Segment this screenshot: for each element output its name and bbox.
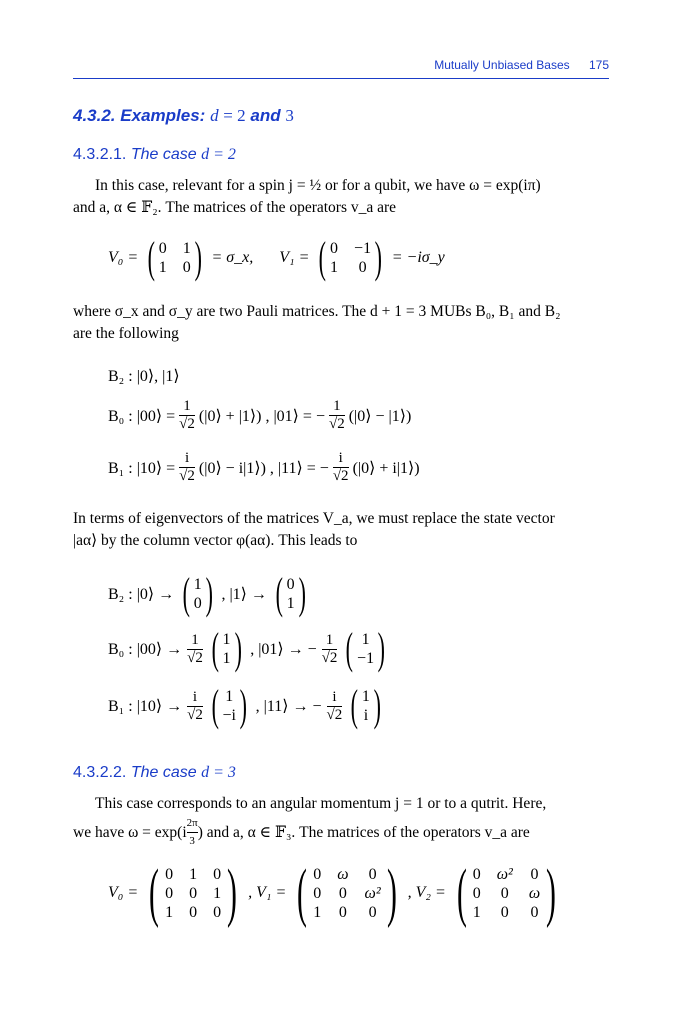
matrix-3x3: ( 0 ω² 0 0 0 ω 1 0 0 ) bbox=[456, 856, 557, 929]
vec-mid: , |1⟩ → bbox=[221, 586, 267, 603]
vector-entry: 0 bbox=[193, 595, 202, 612]
fraction-den: √2 bbox=[187, 649, 203, 666]
mub-b2: B₂ : |0⟩, |1⟩ bbox=[108, 368, 180, 385]
equation-v0-v1 bbox=[108, 233, 445, 282]
vec-lhs: B₂ : |0⟩ → bbox=[108, 586, 175, 603]
paragraph-line: and a, α ∈ 𝔽₂. The matrices of the operators v_a are bbox=[73, 199, 397, 216]
fraction-num: i bbox=[338, 450, 343, 466]
matrix-entry: 1 bbox=[330, 259, 339, 276]
vector-entry: −1 bbox=[357, 650, 375, 667]
fraction-den: √2 bbox=[179, 468, 195, 484]
subsection-case-label: The case bbox=[130, 146, 197, 163]
fraction-num: 1 bbox=[325, 631, 334, 648]
eq-lhs: V₀ = bbox=[108, 249, 139, 266]
matrix-entry: 0 bbox=[165, 865, 174, 883]
matrix-entry: 1 bbox=[158, 259, 167, 276]
paragraph-line: where σ_x and σ_y are two Pauli matrices. The d + 1 = 3 MUBs B₀, B₁ and B₂ bbox=[73, 303, 561, 320]
section-d: d bbox=[210, 106, 219, 125]
subsection-case-label: The case bbox=[130, 764, 197, 781]
vector-entry: i bbox=[363, 707, 369, 724]
vector-entry: 0 bbox=[286, 576, 295, 593]
vector-entry: 1 bbox=[193, 576, 202, 593]
matrix-entry: 1 bbox=[182, 240, 191, 257]
column-vector: ( 0 1 ) bbox=[275, 569, 306, 618]
paragraph-line: This case corresponds to an angular momentum j = 1 or to a qutrit. Here, bbox=[95, 795, 547, 812]
paragraph-line: are the following bbox=[73, 325, 179, 342]
fraction-den: √2 bbox=[328, 416, 345, 432]
equation-3x3-matrices bbox=[108, 856, 562, 929]
vector-b1 bbox=[108, 681, 385, 730]
section-three: 3 bbox=[285, 106, 294, 125]
matrix-entry: 0 bbox=[165, 884, 174, 902]
fraction bbox=[187, 689, 203, 724]
matrix-entry: 0 bbox=[500, 884, 509, 902]
running-title: Mutually Unbiased Bases bbox=[434, 58, 570, 72]
subsection-number: 4.3.2.1. bbox=[73, 146, 127, 163]
eq-rhs: = σ_x, bbox=[211, 249, 254, 266]
fraction bbox=[187, 815, 198, 850]
matrix-3x3: ( 0 1 0 0 0 1 1 0 0 ) bbox=[149, 856, 238, 929]
eq-lhs: V₁ = bbox=[279, 249, 310, 266]
matrix-3x3: ( 0 ω 0 0 0 ω² 1 0 0 ) bbox=[297, 856, 397, 929]
fraction-den: √2 bbox=[326, 706, 343, 723]
running-header bbox=[434, 58, 609, 72]
matrix-entry: 0 bbox=[313, 884, 322, 902]
fraction-num: 1 bbox=[191, 631, 199, 648]
matrix-entry: ω bbox=[528, 884, 541, 902]
matrix-entry: 1 bbox=[472, 903, 481, 921]
fraction-den: √2 bbox=[179, 416, 195, 432]
paragraph-line: In this case, relevant for a spin j = ½ or for a qubit, we have ω = exp(iπ) bbox=[95, 177, 541, 194]
matrix-entry: 0 bbox=[313, 865, 322, 883]
matrix-entry: 1 bbox=[165, 903, 174, 921]
matrix-entry: 1 bbox=[213, 884, 222, 902]
subsection-math: d = 2 bbox=[201, 146, 236, 163]
column-vector: ( 1 1 ) bbox=[211, 624, 242, 673]
matrix-entry: 0 bbox=[368, 903, 377, 921]
fraction-den: √2 bbox=[332, 468, 349, 484]
header-rule bbox=[73, 78, 609, 79]
paragraph-text: we have ω = exp(i bbox=[73, 823, 187, 841]
vec-lhs: B₁ : |10⟩ → bbox=[108, 698, 183, 715]
mub-end: (|0⟩ + i|1⟩) bbox=[352, 459, 420, 477]
matrix-entry: 0 bbox=[472, 865, 481, 883]
matrix-entry: 0 bbox=[189, 903, 198, 921]
matrix-2x2: ( 0 1 1 0 ) bbox=[147, 233, 202, 282]
eq-lhs: , V₁ = bbox=[248, 884, 287, 901]
vec-lhs: B₀ : |00⟩ → bbox=[108, 641, 183, 658]
fraction-num: i bbox=[332, 688, 337, 705]
subsection-heading-1 bbox=[73, 146, 236, 164]
vec-mid: , |01⟩ → − bbox=[250, 641, 317, 658]
vector-b2 bbox=[108, 569, 309, 618]
matrix-entry: 0 bbox=[472, 884, 481, 902]
matrix-2x2: ( 0 −1 1 0 ) bbox=[319, 233, 383, 282]
column-vector: ( 1 0 ) bbox=[182, 569, 213, 618]
vector-entry: 1 bbox=[361, 631, 370, 648]
vec-mid: , |11⟩ → − bbox=[255, 698, 322, 715]
column-vector: ( 1 i ) bbox=[350, 681, 381, 730]
fraction bbox=[322, 632, 338, 667]
matrix-entry: 0 bbox=[330, 240, 339, 257]
eq-lhs: , V₂ = bbox=[407, 884, 446, 901]
mub-mid: (|0⟩ − i|1⟩) , |11⟩ = − bbox=[198, 459, 329, 477]
matrix-entry: 0 bbox=[530, 865, 539, 883]
column-vector: ( 1 −i ) bbox=[211, 681, 247, 730]
paragraph-line-with-fraction bbox=[73, 815, 530, 850]
vector-entry: 1 bbox=[286, 595, 295, 612]
subsection-math: d = 3 bbox=[201, 764, 236, 781]
paragraph-text: ) and a, α ∈ 𝔽₃. The matrices of the operators v_a are bbox=[197, 823, 530, 841]
matrix-entry: 1 bbox=[189, 865, 198, 883]
matrix-entry: ω² bbox=[496, 865, 513, 883]
matrix-entry: 0 bbox=[530, 903, 539, 921]
fraction bbox=[333, 450, 349, 485]
matrix-entry: 0 bbox=[368, 865, 377, 883]
matrix-entry: ω² bbox=[364, 884, 381, 902]
vector-entry: −i bbox=[222, 707, 236, 724]
fraction-den: 3 bbox=[189, 835, 195, 847]
fraction-den: √2 bbox=[321, 649, 338, 666]
fraction-num: 1 bbox=[333, 398, 341, 414]
matrix-entry: 0 bbox=[500, 903, 509, 921]
mub-lhs: B₀ : |00⟩ = bbox=[108, 407, 176, 425]
vector-entry: 1 bbox=[222, 650, 231, 667]
section-title: Examples: bbox=[120, 106, 206, 125]
vector-entry: 1 bbox=[361, 688, 370, 705]
subsection-heading-2 bbox=[73, 764, 236, 782]
matrix-entry: ω bbox=[337, 865, 349, 883]
eq-lhs: V₀ = bbox=[108, 884, 139, 901]
fraction bbox=[179, 450, 195, 485]
fraction-den: √2 bbox=[187, 706, 203, 723]
section-eq2: = 2 bbox=[223, 106, 246, 125]
paragraph-line: In terms of eigenvectors of the matrices V_a, we must replace the state vector bbox=[73, 510, 555, 527]
section-number: 4.3.2. bbox=[73, 106, 116, 125]
fraction bbox=[179, 398, 195, 433]
eq-rhs: = −iσ_y bbox=[391, 249, 445, 266]
matrix-entry: 0 bbox=[338, 903, 347, 921]
matrix-entry: −1 bbox=[354, 240, 372, 257]
vector-b0 bbox=[108, 624, 389, 673]
column-vector: ( 1 −1 ) bbox=[346, 624, 386, 673]
matrix-entry: 0 bbox=[213, 903, 222, 921]
fraction-num: 1 bbox=[183, 398, 191, 414]
fraction bbox=[329, 398, 345, 433]
matrix-entry: 1 bbox=[313, 903, 322, 921]
mub-end: (|0⟩ − |1⟩) bbox=[348, 407, 412, 425]
matrix-entry: 0 bbox=[338, 884, 347, 902]
fraction bbox=[187, 632, 203, 667]
vector-entry: 1 bbox=[222, 631, 231, 648]
mub-b1 bbox=[108, 450, 420, 485]
matrix-entry: 0 bbox=[358, 259, 367, 276]
matrix-entry: 0 bbox=[213, 865, 222, 883]
matrix-entry: 0 bbox=[158, 240, 167, 257]
matrix-entry: 0 bbox=[182, 259, 191, 276]
vector-entry: 1 bbox=[225, 688, 234, 705]
page-number: 175 bbox=[588, 58, 609, 72]
matrix-entry: 0 bbox=[189, 884, 198, 902]
fraction-num: 2π bbox=[186, 817, 198, 829]
section-and: and bbox=[250, 106, 281, 125]
fraction-num: i bbox=[184, 450, 190, 466]
mub-mid: (|0⟩ + |1⟩) , |01⟩ = − bbox=[198, 407, 325, 425]
fraction-num: i bbox=[192, 688, 198, 705]
paragraph-line: |aα⟩ by the column vector φ(aα). This leads to bbox=[73, 532, 358, 549]
fraction bbox=[327, 689, 343, 724]
subsection-number: 4.3.2.2. bbox=[73, 764, 127, 781]
section-heading bbox=[73, 106, 294, 126]
mub-b0 bbox=[108, 398, 411, 433]
mub-lhs: B₁ : |10⟩ = bbox=[108, 459, 176, 477]
